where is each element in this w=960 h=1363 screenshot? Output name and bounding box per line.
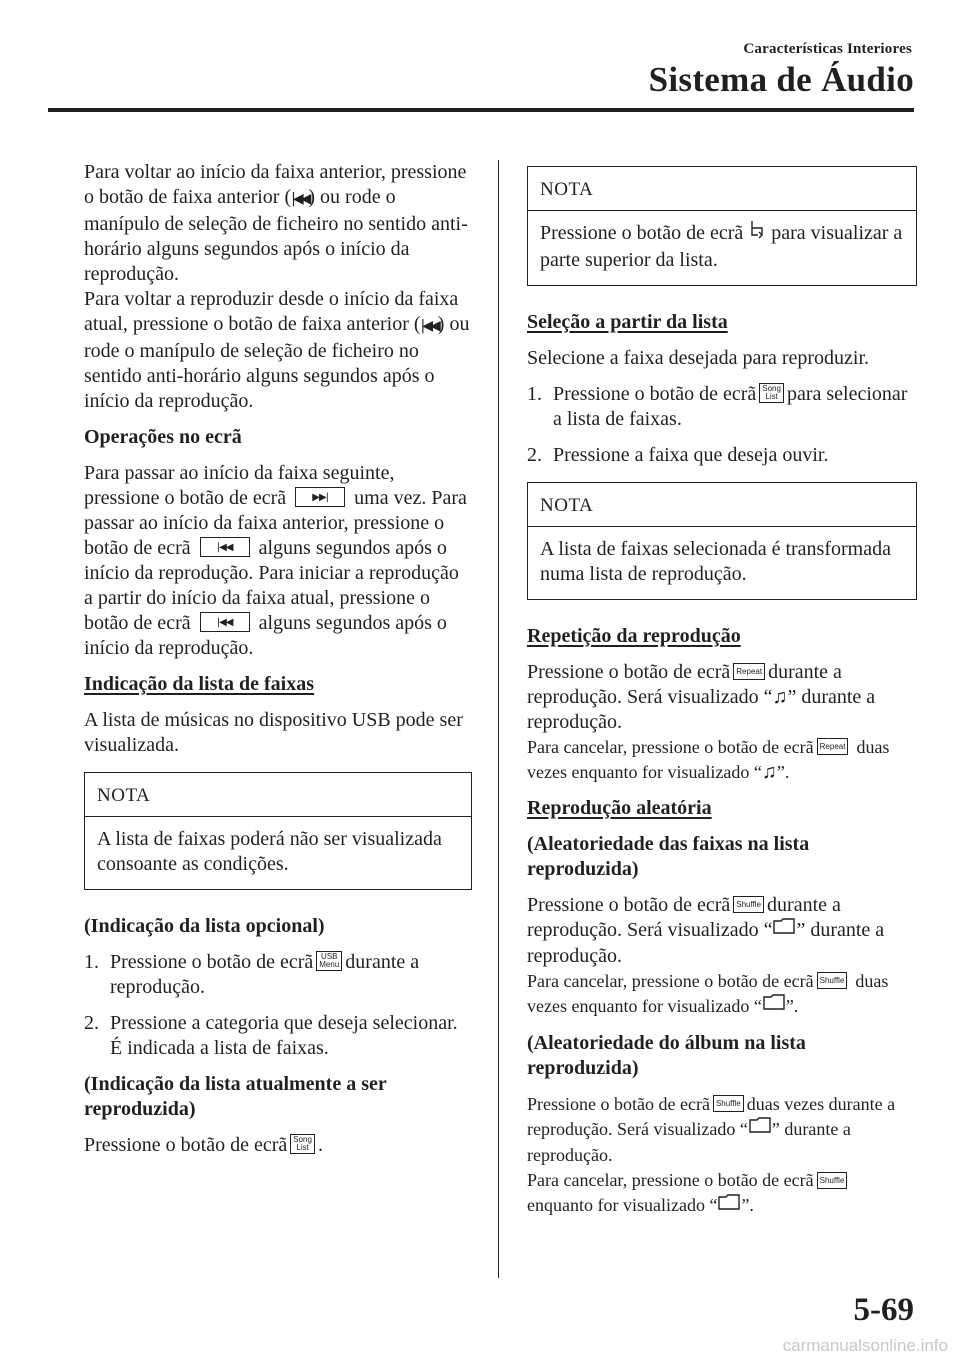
note-title: NOTA <box>528 167 916 211</box>
note-body: A lista de faixas poderá não ser visualizada consoante as condições. <box>97 828 442 875</box>
paragraph-random-album: Pressione o botão de ecrã Shuffle duas vezes durante a reprodução. Será visualizado “ ” durante a reprodução. Para cancelar, pressione o botão de ecrã Shuffle enquanto for visualizado “ ”. <box>527 1092 917 1220</box>
note-body: A lista de faixas selecionada é transformada numa lista de reprodução. <box>540 538 891 585</box>
left-column <box>84 160 472 1169</box>
repeat-button-icon: Repeat <box>733 663 765 680</box>
heading-optional-list: (Indicação da lista opcional) <box>84 915 325 937</box>
paragraph-screen-operations: Para passar ao início da faixa seguinte, pressione o botão de ecrã ▶▶| uma vez. Para passar ao início da faixa anterior, pressione o botão de ecrã |◀◀ alguns segundos após o início da reprodução. Para iniciar a reprodução a partir do início da faixa atual, pressione o botão de ecrã |◀◀ alguns segundos após o início da reprodução. <box>84 462 467 659</box>
section-label: Características Interiores <box>743 41 912 57</box>
page-title: Sistema de Áudio <box>648 60 914 99</box>
note-body: Pressione o botão de ecrã para visualizar a parte superior da lista. <box>528 211 916 285</box>
shuffle-button-icon: Shuffle <box>817 972 848 989</box>
note-box <box>527 166 917 286</box>
previous-track-button-icon: |◀◀ <box>200 537 250 557</box>
heading-select-from-list: Seleção a partir da lista <box>527 311 728 333</box>
shuffle-button-icon: Shuffle <box>733 896 764 913</box>
heading-random: Reprodução aleatória <box>527 797 712 819</box>
page-number: 5-69 <box>853 1292 914 1328</box>
paragraph-random-tracks: Pressione o botão de ecrã Shuffle durante a reprodução. Será visualizado “ ” durante a reprodução. Para cancelar, pressione o botão de ecrã Shuffle duas vezes enquanto for visualizado “ ”. <box>527 894 889 1016</box>
shuffle-button-icon: Shuffle <box>713 1095 744 1112</box>
top-of-list-icon <box>748 219 766 246</box>
paragraph-track-list: A lista de músicas no dispositivo USB pode ser visualizada. <box>84 709 463 756</box>
right-column <box>527 160 917 1231</box>
folder-icon <box>717 1193 741 1218</box>
column-divider <box>498 160 499 1278</box>
previous-track-icon: |◀◀ <box>291 191 309 207</box>
header-rule <box>48 108 914 112</box>
heading-track-list: Indicação da lista de faixas <box>84 673 315 695</box>
list-item: 2. Pressione a categoria que deseja selecionar. É indicada a lista de faixas. <box>84 1012 458 1059</box>
next-track-button-icon: ▶▶| <box>295 487 345 507</box>
heading-repeat: Repetição da reprodução <box>527 625 741 647</box>
folder-icon <box>748 1116 772 1141</box>
heading-screen-operations: Operações no ecrã <box>84 426 242 448</box>
song-list-button-icon: Song List <box>759 383 784 403</box>
paragraph-previous-track: Para voltar ao início da faixa anterior, pressione o botão de faixa anterior (|◀◀) ou rode o manípulo de seleção de ficheiro no sentido anti-horário alguns segundos após o início da reprodução. Para voltar a reproduzir desde o início da faixa atual, pressione o botão de faixa anterior (|◀◀) ou rode o manípulo de seleção de ficheiro no sentido anti-horário alguns segundos após o início da reprodução. <box>84 161 470 412</box>
folder-icon <box>762 993 786 1018</box>
paragraph-current-list: Pressione o botão de ecrã Song List . <box>84 1134 323 1156</box>
music-note-icon: ♫ <box>761 761 777 783</box>
list-item: 1. Pressione o botão de ecrã Song List para selecionar a lista de faixas. <box>527 383 908 430</box>
paragraph-select-from-list: Selecione a faixa desejada para reproduzir. <box>527 347 870 369</box>
list-item: 2. Pressione a faixa que deseja ouvir. <box>527 444 829 466</box>
folder-icon <box>772 917 796 942</box>
previous-track-icon: |◀◀ <box>420 318 438 334</box>
note-title: NOTA <box>528 483 916 527</box>
heading-random-tracks: (Aleatoriedade das faixas na lista reproduzida) <box>527 833 810 880</box>
heading-current-list: (Indicação da lista atualmente a ser reproduzida) <box>84 1073 387 1120</box>
note-title: NOTA <box>85 773 471 817</box>
song-list-button-icon: Song List <box>290 1134 315 1154</box>
note-box <box>84 772 472 890</box>
paragraph-repeat: Pressione o botão de ecrã Repeat durante a reprodução. Será visualizado “♫” durante a reprodução. Para cancelar, pressione o botão de ecrã Repeat duas vezes enquanto for visualizado “♫”. <box>527 661 890 783</box>
watermark: carmanualsonline.info <box>782 1336 948 1355</box>
music-note-icon: ♫ <box>772 686 788 708</box>
previous-track-button-icon: |◀◀ <box>200 612 250 632</box>
repeat-button-icon: Repeat <box>817 738 849 755</box>
list-item: 1. Pressione o botão de ecrã USB Menu durante a reprodução. <box>84 951 420 998</box>
note-box <box>527 482 917 600</box>
heading-random-album: (Aleatoriedade do álbum na lista reproduzida) <box>527 1031 806 1079</box>
shuffle-button-icon: Shuffle <box>817 1172 848 1189</box>
usb-menu-button-icon: USB Menu <box>316 951 342 971</box>
